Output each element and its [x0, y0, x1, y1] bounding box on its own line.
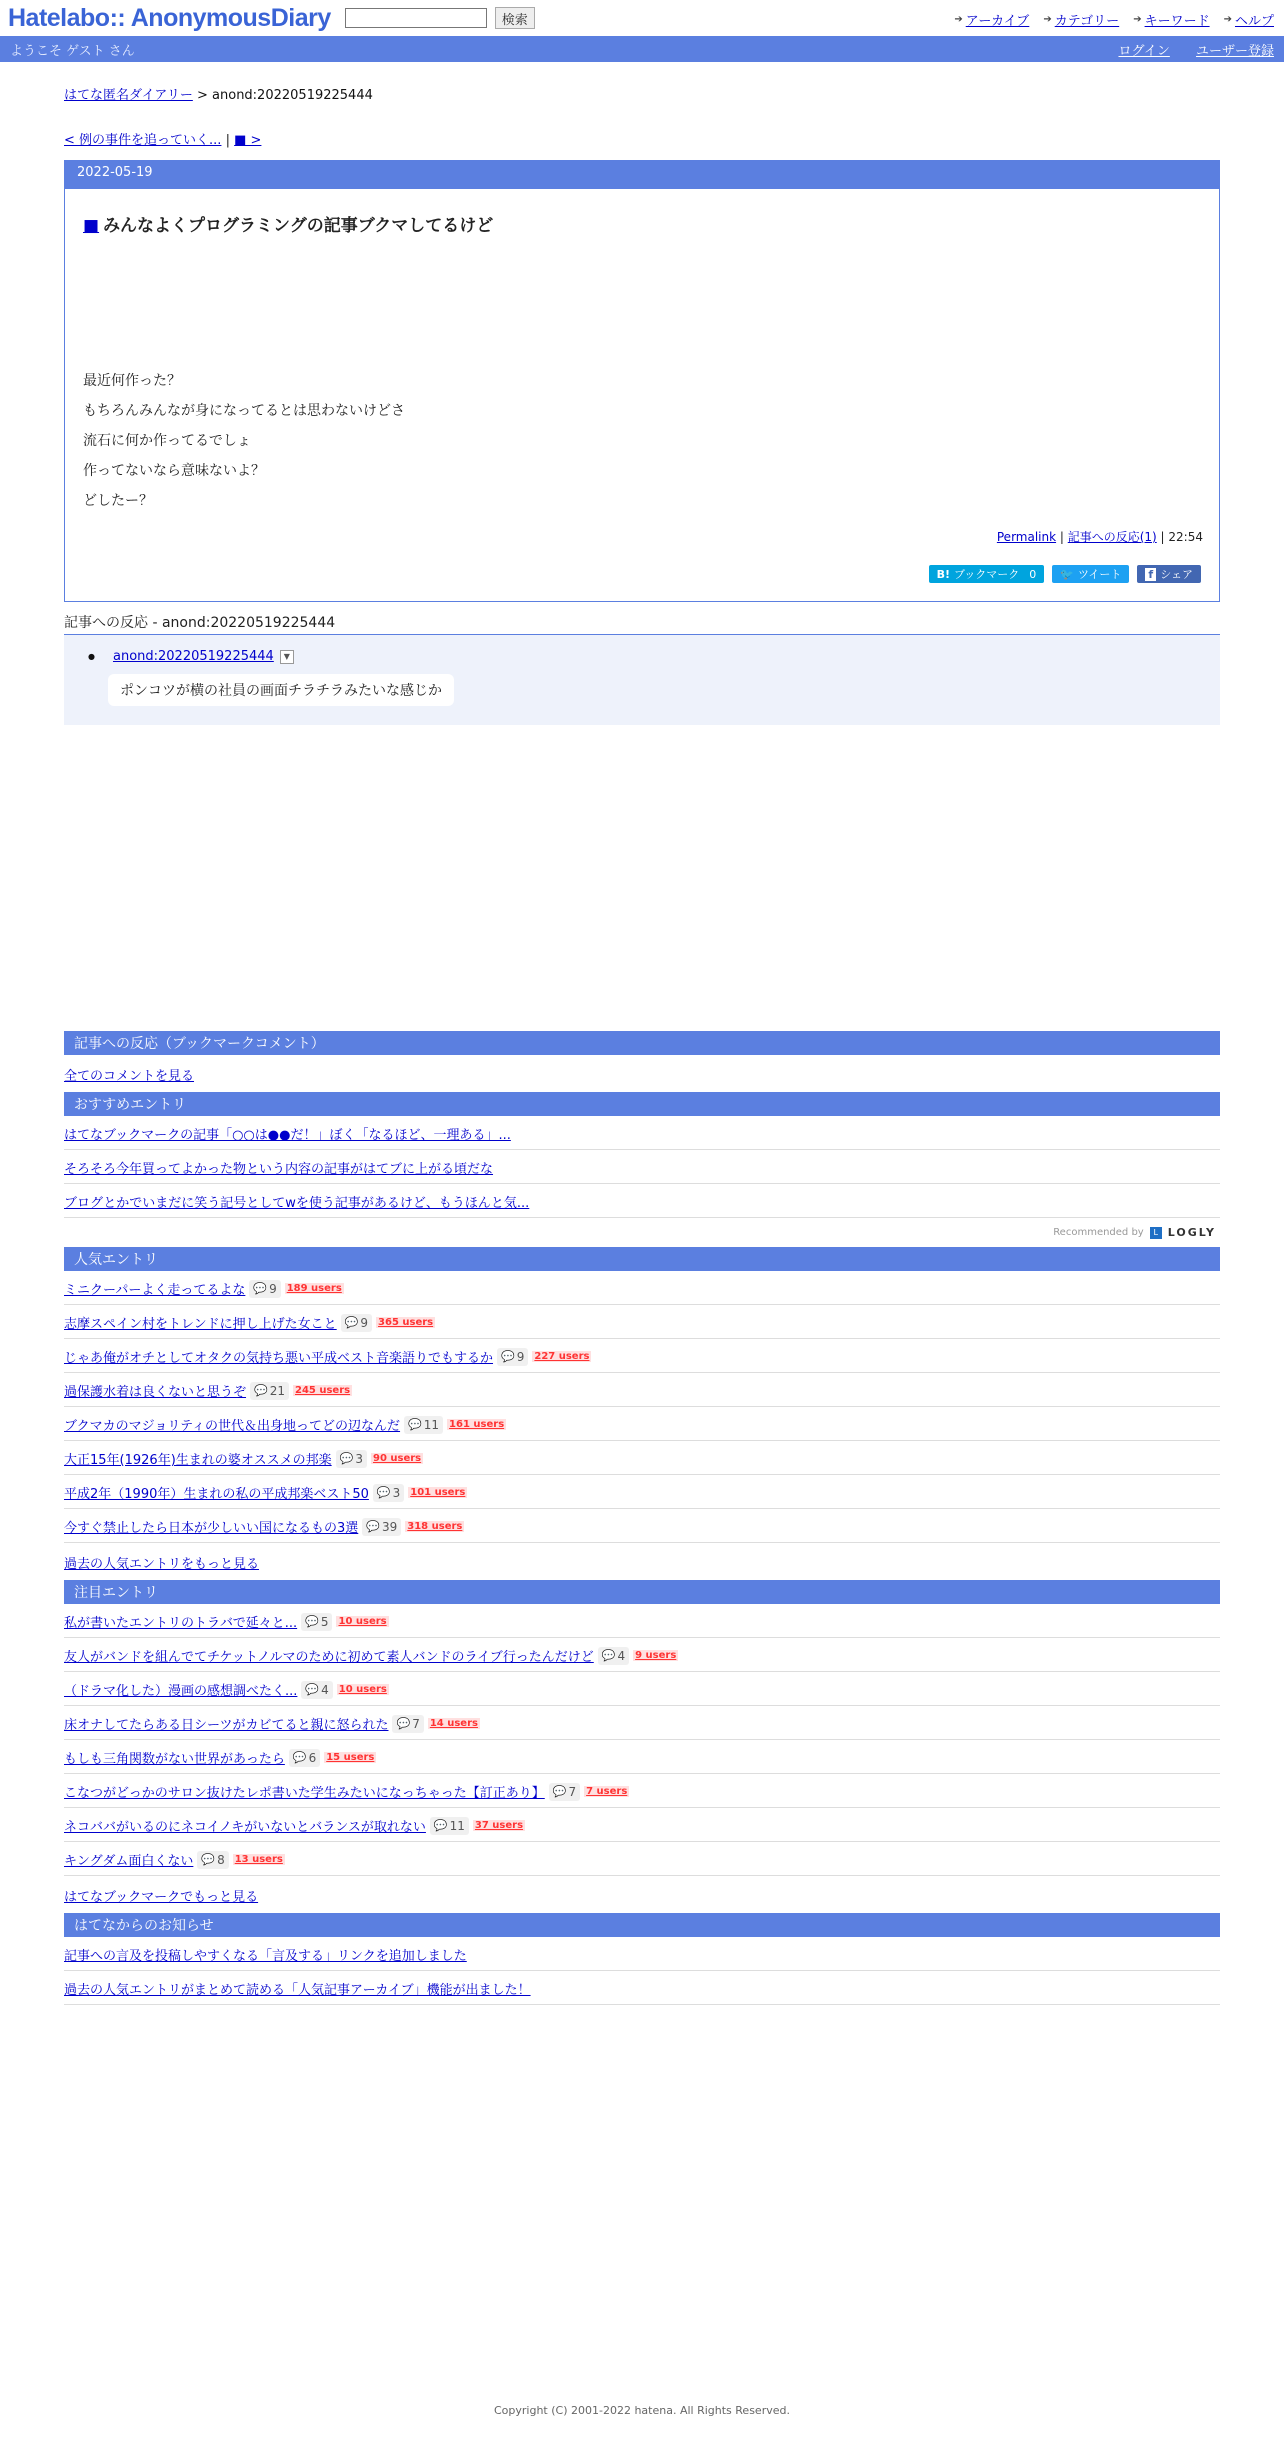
comment-count[interactable]: 💬 4 — [598, 1647, 629, 1665]
comment-bubble-icon: 💬 — [501, 1350, 515, 1363]
list-item — [64, 1305, 1220, 1339]
list-item: ブログとかでいまだに笑う記号としてwを使う記事があるけど、もうほんと気... — [64, 1184, 1220, 1218]
comment-bubble-icon: 💬 — [408, 1418, 422, 1431]
comment-count[interactable]: 💬 3 — [336, 1450, 367, 1468]
list-item — [64, 1740, 1220, 1774]
nav-help[interactable]: ➔ ヘルプ — [1223, 14, 1274, 29]
breadcrumb-current: anond:20220519225444 — [212, 88, 373, 103]
main-content — [64, 62, 1220, 2005]
comment-bubble-icon: 💬 — [339, 1452, 354, 1465]
reaction-excerpt: ポンコツが横の社員の画面チラチラみたいな感じか — [108, 674, 454, 706]
comment-bubble-icon: 💬 — [201, 1853, 216, 1866]
comment-count[interactable]: 💬 11 — [430, 1817, 469, 1835]
list-item — [64, 1407, 1220, 1441]
list-item — [64, 1706, 1220, 1740]
comment-count[interactable]: 💬 21 — [250, 1382, 289, 1400]
reactions-title: 記事への反応 - anond:20220519225444 — [64, 612, 1220, 635]
search-button[interactable]: 検索 — [495, 7, 535, 29]
news-header: はてなからのお知らせ — [64, 1913, 1220, 1937]
entry-link[interactable]: 床オナしてたらある日シーツがカビてると親に怒られた — [64, 1718, 389, 1733]
bookmark-users-badge[interactable]: 245 users — [295, 1385, 351, 1396]
breadcrumb-home[interactable]: はてな匿名ダイアリー — [64, 88, 193, 103]
entry-title-mark[interactable]: ■ — [83, 216, 100, 236]
comment-count[interactable]: 💬 9 — [249, 1280, 280, 1298]
list-item: はてなブックマークの記事「○○は●●だ！」ぼく「なるほど、一理ある」... — [64, 1116, 1220, 1150]
entry-link[interactable]: ネコババがいるのにネコイノキがいないとバランスが取れない — [64, 1820, 426, 1835]
bookmark-users-badge[interactable]: 13 users — [234, 1854, 283, 1865]
entry-link[interactable]: 志摩スペイン村をトレンドに押し上げた女こと — [64, 1317, 337, 1332]
bookmark-users-badge[interactable]: 227 users — [534, 1351, 590, 1362]
bookmark-users-badge[interactable]: 161 users — [449, 1419, 505, 1430]
list-item — [64, 1441, 1220, 1475]
entry-link[interactable]: もしも三角関数がない世界があったら — [64, 1752, 285, 1767]
all-comments — [64, 1055, 1220, 1092]
bookmark-users-badge[interactable]: 7 users — [586, 1786, 628, 1797]
hot-more-link[interactable]: はてなブックマークでもっと見る — [64, 1890, 259, 1905]
entry-link[interactable]: 大正15年(1926年)生まれの婆オススメの邦楽 — [64, 1453, 332, 1468]
bookmark-users-badge[interactable]: 37 users — [474, 1820, 524, 1831]
reaction-link[interactable]: ● anond:20220519225444 — [112, 649, 274, 664]
copyright: Copyright (C) 2001-2022 hatena. All Rights Reserved. — [494, 2404, 790, 2417]
comment-bubble-icon: 💬 — [433, 1819, 448, 1832]
comment-bubble-icon: 💬 — [601, 1649, 616, 1662]
bookmark-users-badge[interactable]: 101 users — [410, 1487, 466, 1498]
nav-archive[interactable]: ➔ アーカイブ — [954, 14, 1030, 29]
bookmark-users-badge[interactable]: 365 users — [378, 1317, 434, 1328]
facebook-icon: f — [1145, 568, 1156, 581]
list-item: そろそろ今年買ってよかった物という内容の記事がはてブに上がる頃だな — [64, 1150, 1220, 1184]
entry-footer: Permalink | 記事への反応(1) | 22:54 — [996, 530, 1203, 544]
hatena-bookmark-button[interactable]: B! ブックマーク 0 — [929, 565, 1045, 583]
comment-count[interactable]: 💬 3 — [373, 1484, 404, 1502]
popular-header: 人気エントリ — [64, 1247, 1220, 1271]
list-item: 過去の人気エントリがまとめて読める「人気記事アーカイブ」機能が出ました！ — [64, 1971, 1220, 2005]
entry-link[interactable]: 友人がバンドを組んでてチケットノルマのために初めて素人バンドのライブ行ったんだけど — [64, 1650, 594, 1665]
list-item — [64, 1672, 1220, 1706]
entry-link[interactable]: こなつがどっかのサロン抜けたレポ書いた学生みたいになっちゃった【訂正あり】 — [64, 1786, 545, 1801]
prev-next-nav: < 例の事件を追っていく... | ■ > — [64, 133, 262, 148]
arrow-icon: ➔ — [1133, 14, 1142, 25]
comment-bubble-icon: 💬 — [305, 1615, 319, 1628]
reactions-list — [64, 635, 1220, 725]
recommended-by: Recommended by L LOGLY — [1053, 1226, 1216, 1239]
list-item — [64, 1475, 1220, 1509]
site-header — [0, 0, 1284, 36]
search-input[interactable] — [345, 8, 487, 28]
bookmark-users-badge[interactable]: 10 users — [338, 1616, 387, 1627]
comment-count[interactable]: 💬 6 — [289, 1749, 320, 1767]
diary-entry — [64, 160, 1220, 602]
bookmark-users-badge[interactable]: 318 users — [407, 1521, 463, 1532]
comment-bubble-icon: 💬 — [344, 1316, 359, 1329]
bookmark-users-badge[interactable]: 10 users — [338, 1684, 387, 1695]
entry-link[interactable]: 過保護水着は良くないと思うぞ — [64, 1385, 247, 1400]
reactions-link[interactable]: 記事への反応(1) — [1067, 530, 1157, 544]
comment-bubble-icon: 💬 — [366, 1520, 380, 1533]
comment-count[interactable]: 💬 9 — [341, 1314, 372, 1332]
entry-link[interactable]: ブクマカのマジョリティの世代＆出身地ってどの辺なんだ — [64, 1419, 401, 1434]
share-buttons — [83, 565, 1201, 583]
bookmark-users-badge[interactable]: 14 users — [429, 1718, 478, 1729]
entry-body: 最近何作った？ もちろんみんなが身になってるとは思わないけどさ 流石に何か作ってるでしょ 作ってないなら意味ないよ？ どしたー？ — [83, 373, 405, 509]
comment-count[interactable]: 💬 7 — [549, 1783, 580, 1801]
bookmark-comments-header: 記事への反応（ブックマークコメント） — [64, 1031, 1220, 1055]
permalink[interactable]: Permalink — [996, 530, 1057, 544]
arrow-icon: ➔ — [1043, 14, 1052, 25]
entry-link[interactable]: 平成2年（1990年）生まれの私の平成邦楽ベスト50 — [64, 1487, 369, 1502]
hot-header: 注目エントリ — [64, 1580, 1220, 1604]
comment-count[interactable]: 💬 4 — [301, 1681, 332, 1699]
popular-more-link[interactable]: 過去の人気エントリをもっと見る — [64, 1557, 260, 1572]
bookmark-users-badge[interactable]: 90 users — [372, 1453, 422, 1464]
entry-date: 2022-05-19 — [65, 161, 1219, 189]
list-item — [64, 1339, 1220, 1373]
next-link[interactable]: ■ > — [234, 133, 262, 148]
entry-link[interactable]: キングダム面白くない — [64, 1854, 194, 1869]
comment-count[interactable]: 💬 8 — [197, 1851, 228, 1869]
bookmark-users-badge[interactable]: 189 users — [286, 1283, 342, 1294]
tweet-button[interactable]: 🐦 ツイート — [1052, 565, 1129, 583]
comment-bubble-icon: 💬 — [254, 1384, 268, 1397]
comment-bubble-icon: 💬 — [376, 1486, 391, 1499]
bookmark-users-badge[interactable]: 9 users — [635, 1650, 677, 1661]
entry-time: 22:54 — [1168, 530, 1203, 544]
comment-bubble-icon: 💬 — [396, 1717, 411, 1730]
entry-title: ■ みんなよくプログラミングの記事ブクマしてるけど — [83, 216, 494, 236]
entry-link[interactable]: 私が書いたエントリのトラバで延々と... — [64, 1616, 298, 1631]
list-item — [64, 1604, 1220, 1638]
comment-count[interactable]: 💬 5 — [301, 1613, 332, 1631]
register-link[interactable]: ユーザー登録 — [1195, 43, 1274, 59]
nav-category[interactable]: ➔ カテゴリー — [1043, 14, 1120, 29]
entry-link[interactable]: ミニクーパーよく走ってるよな — [64, 1283, 246, 1298]
login-link[interactable]: ログイン — [1118, 43, 1170, 59]
logly-logo-icon: L — [1150, 1227, 1162, 1239]
hatena-b-icon: B! — [936, 567, 951, 581]
prev-link[interactable]: < 例の事件を追っていく... — [64, 133, 222, 148]
bookmark-users-badge[interactable]: 15 users — [326, 1752, 375, 1763]
comment-bubble-icon: 💬 — [292, 1751, 307, 1764]
breadcrumb-sep: > — [196, 88, 208, 103]
entry-link[interactable]: 今すぐ禁止したら日本が少しいい国になるもの3選 — [64, 1521, 359, 1536]
user-bar — [0, 36, 1284, 62]
recommended-header: おすすめエントリ — [64, 1092, 1220, 1116]
list-item — [64, 1271, 1220, 1305]
breadcrumb — [64, 84, 1220, 103]
comment-bubble-icon: 💬 — [305, 1683, 320, 1696]
reaction-item — [108, 649, 1200, 664]
arrow-icon: ➔ — [1223, 14, 1232, 25]
comment-count[interactable]: 💬 39 — [362, 1518, 401, 1536]
list-item — [64, 1638, 1220, 1672]
comment-count[interactable]: 💬 9 — [497, 1348, 528, 1366]
welcome-text: ようこそ ゲスト さん — [10, 43, 135, 59]
entry-link[interactable]: （ドラマ化した）漫画の感想調べたく... — [64, 1684, 298, 1699]
chevron-down-icon[interactable]: ▼ — [280, 650, 294, 664]
list-item — [64, 1509, 1220, 1543]
site-logo[interactable]: Hatelabo:: AnonymousDiary — [8, 4, 331, 32]
list-item — [64, 1774, 1220, 1808]
list-item: 記事への言及を投稿しやすくなる「言及する」リンクを追加しました — [64, 1937, 1220, 1971]
top-nav — [954, 10, 1274, 29]
comment-count[interactable]: 💬 7 — [392, 1715, 423, 1733]
nav-keyword[interactable]: ➔ キーワード — [1133, 14, 1210, 29]
popular-more — [64, 1543, 1220, 1580]
all-comments-link[interactable]: 全てのコメントを見る — [64, 1069, 195, 1084]
list-item — [64, 1373, 1220, 1407]
entry-link[interactable]: じゃあ俺がオチとしてオタクの気持ち悪い平成ベスト音楽語りでもするか — [64, 1351, 494, 1366]
list-item — [64, 1808, 1220, 1842]
comment-bubble-icon: 💬 — [552, 1785, 567, 1798]
hot-more — [64, 1876, 1220, 1913]
comment-bubble-icon: 💬 — [253, 1282, 268, 1295]
facebook-share-button[interactable]: f シェア — [1137, 565, 1201, 583]
arrow-icon: ➔ — [954, 14, 963, 25]
list-item — [64, 1842, 1220, 1876]
comment-count[interactable]: 💬 11 — [404, 1416, 443, 1434]
twitter-bird-icon: 🐦 — [1060, 567, 1074, 581]
